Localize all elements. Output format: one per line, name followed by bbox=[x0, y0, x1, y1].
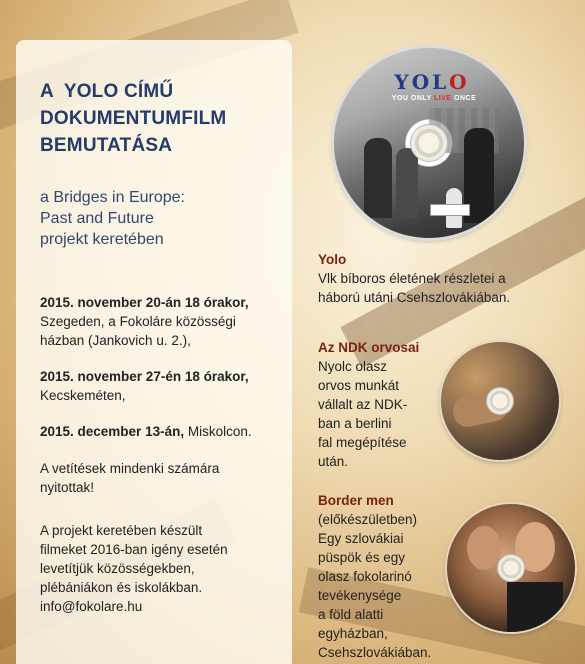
film-description: Nyolc olasz bbox=[318, 359, 388, 374]
screening-date: 2015. november 27-én 18 órakor, bbox=[40, 369, 249, 384]
film-border-men bbox=[318, 491, 443, 662]
note-line: levetítjük közösségekben, bbox=[40, 561, 195, 576]
note-line: A projekt keretében készült bbox=[40, 523, 203, 538]
note-line: plébániákon és iskolákban. bbox=[40, 580, 203, 595]
screening-place: Kecskeméten, bbox=[40, 388, 126, 403]
film-description: után. bbox=[318, 454, 349, 469]
yolo-dvd-disc bbox=[334, 48, 524, 238]
film-description: Vlk bíboros életének részletei a bbox=[318, 271, 506, 286]
subtitle-line: a Bridges in Europe: bbox=[40, 189, 185, 206]
film-ndk bbox=[318, 338, 438, 471]
film-description: orvos munkát bbox=[318, 378, 400, 393]
page-title bbox=[40, 78, 290, 159]
note-line: A vetítések mindenki számára bbox=[40, 461, 220, 476]
screening-schedule bbox=[40, 293, 290, 458]
film-description: egyházban, bbox=[318, 626, 388, 641]
note-line: filmeket 2016-ban igény esetén bbox=[40, 542, 228, 557]
film-description: a föld alatti bbox=[318, 607, 384, 622]
film-description: Egy szlovákiai bbox=[318, 531, 404, 546]
film-description: vállalt az NDK- bbox=[318, 397, 408, 412]
dvd-logo-icon bbox=[430, 204, 470, 216]
subtitle-line: projekt keretében bbox=[40, 231, 164, 248]
screening-place: Miskolcon. bbox=[184, 424, 252, 439]
screening-date: 2015. december 13-án, bbox=[40, 424, 185, 439]
person-figure bbox=[396, 148, 418, 218]
film-description: fal megépítése bbox=[318, 435, 407, 450]
open-to-all-note bbox=[40, 459, 280, 497]
film-description: háború utáni Csehszlovákiában. bbox=[318, 290, 511, 305]
film-description: püspök és egy bbox=[318, 550, 406, 565]
screening-entry bbox=[40, 293, 290, 350]
title-line: A YOLO CÍMŰ bbox=[40, 81, 174, 102]
contact-email[interactable]: info@fokolare.hu bbox=[40, 599, 143, 614]
film-title: Az NDK orvosai bbox=[318, 340, 420, 355]
project-note bbox=[40, 521, 285, 616]
film-title: Border men bbox=[318, 493, 394, 508]
subtitle-line: Past and Future bbox=[40, 210, 154, 227]
screening-entry bbox=[40, 367, 290, 405]
film-description: Csehszlovákiában. bbox=[318, 645, 432, 660]
face-image bbox=[467, 526, 501, 570]
ndk-dvd-disc bbox=[441, 342, 559, 460]
title-line: DOKUMENTUMFILM bbox=[40, 108, 227, 129]
person-figure bbox=[364, 138, 392, 218]
note-line: nyitottak! bbox=[40, 480, 95, 495]
project-subtitle bbox=[40, 187, 280, 250]
disc-hole bbox=[410, 124, 448, 162]
film-description: olasz fokolarinó bbox=[318, 569, 412, 584]
disc-hole bbox=[486, 387, 514, 415]
title-line: BEMUTATÁSA bbox=[40, 135, 173, 156]
screening-place: Szegeden, a Fokoláre közösségi bbox=[40, 314, 236, 329]
film-yolo bbox=[318, 250, 558, 307]
disc-hole bbox=[497, 554, 525, 582]
screening-place: házban (Jankovich u. 2.), bbox=[40, 333, 191, 348]
film-title: Yolo bbox=[318, 252, 347, 267]
yolo-logo: YOLO bbox=[394, 70, 470, 94]
clerical-collar-image bbox=[507, 582, 563, 632]
film-description: ban a berlini bbox=[318, 416, 392, 431]
screening-date: 2015. november 20-án 18 órakor, bbox=[40, 295, 249, 310]
border-men-dvd-disc bbox=[447, 504, 575, 632]
screening-entry bbox=[40, 422, 290, 441]
film-description: (előkészületben) bbox=[318, 512, 418, 527]
yolo-tagline: YOU ONLY LIVE ONCE bbox=[391, 95, 477, 102]
film-description: tevékenysége bbox=[318, 588, 402, 603]
